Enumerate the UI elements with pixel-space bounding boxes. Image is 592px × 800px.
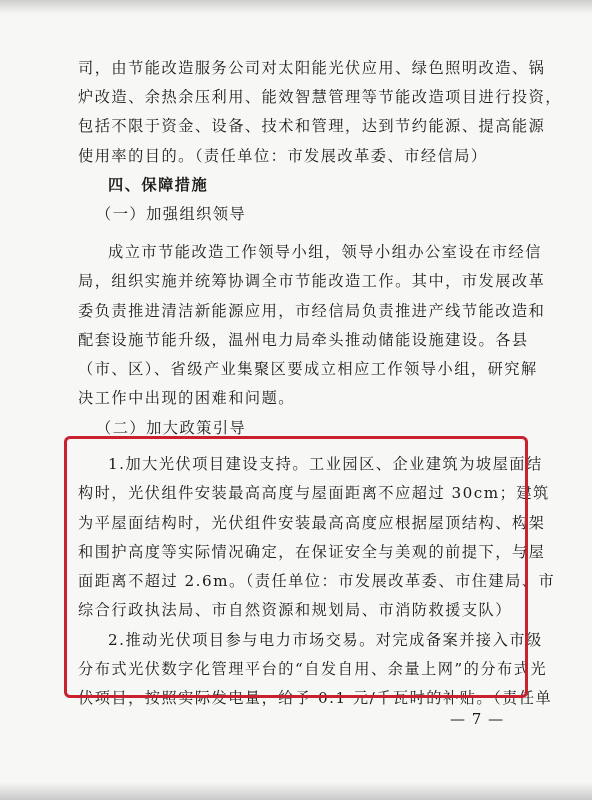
text-line: 委负责推进清洁新能源应用，市经信局负责推进产线节能改造和 [78, 302, 546, 320]
text-line: 局，组织实施并统筹协调全市节能改造工作。其中，市发展改革 [78, 272, 546, 290]
text-line: 分布式光伏数字化管理平台的“自发自用、余量上网”的分布式光 [78, 660, 548, 678]
text-line: 伏项目，按照实际发电量，给予 0.1 元/千瓦时的补贴。（责任单 [78, 689, 553, 707]
subsection-heading: （一）加强组织领导 [96, 205, 247, 223]
text-line: 包括不限于资金、设备、技术和管理，达到节约能源、提高能源 [78, 117, 546, 135]
page-number: — 7 — [450, 710, 505, 728]
text-line: 构时，光伏组件安装最高高度与屋面距离不应超过 30cm；建筑 [78, 484, 550, 502]
text-line: 综合行政执法局、市自然资源和规划局、市消防救援支队） [78, 601, 512, 619]
subsection-heading: （二）加大政策引导 [96, 419, 247, 437]
text-line: 决工作中出现的困难和问题。 [78, 389, 295, 407]
text-line: 1.加大光伏项目建设支持。工业园区、企业建筑为坡屋面结 [108, 455, 543, 473]
text-line: 司，由节能改造服务公司对太阳能光伏应用、绿色照明改造、锅 [78, 59, 546, 77]
text-line: 使用率的目的。（责任单位：市发展改革委、市经信局） [78, 147, 488, 165]
text-line: 炉改造、余热余压利用、能效智慧管理等节能改造项目进行投资， [78, 88, 562, 106]
text-line: 2.推动光伏项目参与电力市场交易。对完成备案并接入市级 [108, 631, 543, 649]
text-line: 成立市节能改造工作领导小组，领导小组办公室设在市经信 [108, 243, 542, 261]
text-line: 面距离不超过 2.6m。（责任单位：市发展改革委、市住建局、市 [78, 572, 556, 590]
text-line: （市、区）、省级产业集聚区要成立相应工作领导小组，研究解 [78, 360, 538, 378]
text-line: 配套设施节能升级，温州电力局牵头推动储能设施建设。各县 [78, 331, 529, 349]
text-line: 和围护高度等实际情况确定，在保证安全与美观的前提下，与屋 [78, 543, 546, 561]
section-heading: 四、保障措施 [108, 176, 209, 194]
highlight-box [64, 436, 528, 698]
text-line: 为平屋面结构时，光伏组件安装最高高度应根据屋顶结构、构架 [78, 514, 546, 532]
